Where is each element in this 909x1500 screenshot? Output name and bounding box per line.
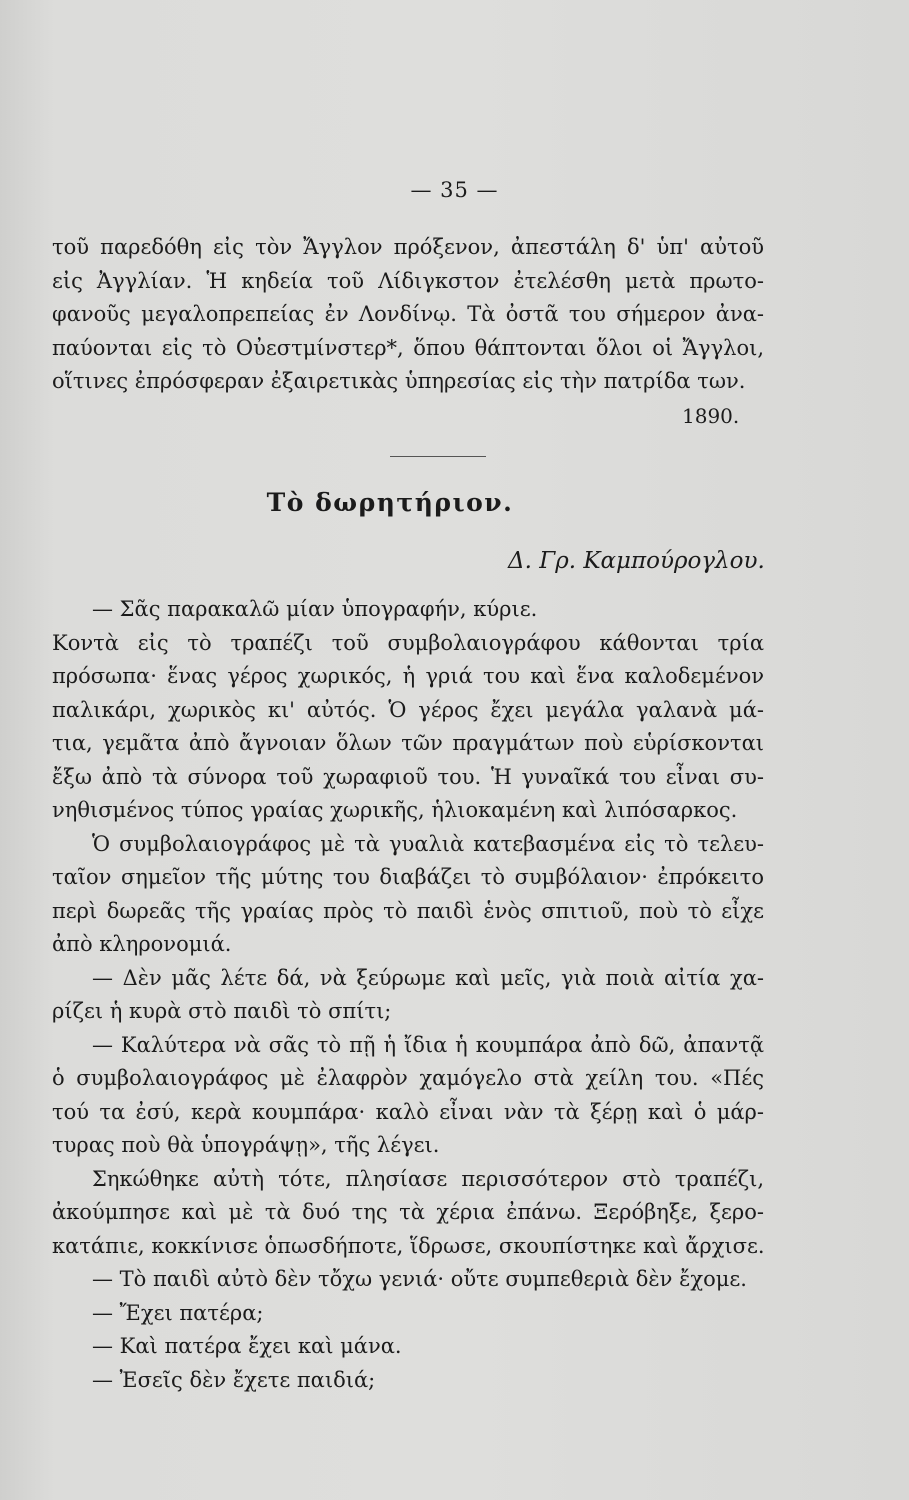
text-line: ἀκούμπησε καὶ μὲ τὰ δυό της τὰ χέρια ἐπάνω. Ξερόβηξε, ξερο-	[52, 1200, 764, 1224]
page-number: — 35 —	[410, 178, 499, 202]
text-line: πρόσωπα· ἕνας γέρος χωρικός, ἡ γριά του καὶ ἕνα καλοδεμένον	[52, 664, 764, 688]
text-line: παλικάρι, χωρικὸς κι' αὐτός. Ὁ γέρος ἔχει μεγάλα γαλανὰ μά-	[52, 698, 764, 722]
text-line: τού τα ἐσύ, κερὰ κουμπάρα· καλὸ εἶναι νὰν τὰ ξέρῃ καὶ ὁ μάρ-	[52, 1100, 764, 1124]
text-line: τοῦ παρεδόθη εἰς τὸν Ἄγγλον πρόξενον, ἀπεστάλη δ' ὑπ' αὐτοῦ	[52, 235, 764, 259]
section-divider	[390, 456, 486, 457]
text-line: ὁ συμβολαιογράφος μὲ ἐλαφρὸν χαμόγελο στὰ χείλη του. «Πές	[52, 1066, 764, 1090]
text-line: φανοῦς μεγαλοπρεπείας ἐν Λονδίνῳ. Τὰ ὀστᾶ του σήμερον ἀνα-	[52, 302, 764, 326]
text-line: εἰς Ἀγγλίαν. Ἡ κηδεία τοῦ Λίδιγκστον ἐτελέσθη μετὰ πρωτο-	[52, 269, 764, 293]
text-line: Ὁ συμβολαιογράφος μὲ τὰ γυαλιὰ κατεβασμένα εἰς τὸ τελευ-	[92, 832, 764, 856]
text-line: Σηκώθηκε αὐτὴ τότε, πλησίασε περισσότερον στὸ τραπέζι,	[92, 1167, 764, 1191]
text-line: ἀπὸ κληρονομιά.	[52, 932, 232, 956]
text-line: ἔξω ἀπὸ τὰ σύνορα τοῦ χωραφιοῦ του. Ἡ γυναῖκά του εἶναι συ-	[52, 765, 764, 789]
text-line: κατάπιε, κοκκίνισε ὁπωσδήποτε, ἵδρωσε, σκουπίστηκε καὶ ἄρχισε.	[52, 1234, 765, 1258]
text-line: — Τὸ παιδὶ αὐτὸ δὲν τὄχω γενιά· οὔτε συμπεθεριὰ δὲν ἔχομε.	[92, 1267, 747, 1291]
text-line: ταῖον σημεῖον τῆς μύτης του διαβάζει τὸ συμβόλαιον· ἐπρόκειτο	[52, 865, 764, 889]
text-line: Κοντὰ εἰς τὸ τραπέζι τοῦ συμβολαιογράφου κάθονται τρία	[52, 631, 764, 655]
text-line: — Σᾶς παρακαλῶ μίαν ὑπογραφήν, κύριε.	[92, 597, 538, 621]
text-line: περὶ δωρεᾶς τῆς γραίας πρὸς τὸ παιδὶ ἑνὸς σπιτιοῦ, ποὺ τὸ εἶχε	[52, 899, 764, 923]
text-line: τια, γεμᾶτα ἀπὸ ἄγνοιαν ὅλων τῶν πραγμάτων ποὺ εὑρίσκονται	[52, 731, 764, 755]
author-name: Δ. Γρ. Καμπούρογλου.	[508, 548, 765, 574]
story-title: Τὸ δωρητήριον.	[266, 488, 514, 517]
text-line: τυρας ποὺ θὰ ὑπογράψῃ», τῆς λέγει.	[52, 1133, 440, 1157]
text-line: παύονται εἰς τὸ Οὐεστμίνστερ*, ὅπου θάπτονται ὅλοι οἱ Ἄγγλοι,	[52, 336, 764, 360]
text-line: ρίζει ἡ κυρὰ στὸ παιδὶ τὸ σπίτι;	[52, 999, 392, 1023]
text-line: — Δὲν μᾶς λέτε δά, νὰ ξεύρωμε καὶ μεῖς, γιὰ ποιὰ αἰτία χα-	[92, 966, 764, 990]
text-line: — Ἐσεῖς δὲν ἔχετε παιδιά;	[92, 1368, 376, 1392]
text-line: — Καλύτερα νὰ σᾶς τὸ πῇ ἡ ἴδια ἡ κουμπάρα ἀπὸ δῶ, ἀπαντᾷ	[92, 1033, 764, 1057]
date-signature: 1890.	[682, 404, 740, 428]
text-line: νηθισμένος τύπος γραίας χωρικῆς, ἡλιοκαμένη καὶ λιπόσαρκος.	[52, 798, 738, 822]
text-line: — Ἔχει πατέρα;	[92, 1301, 264, 1325]
text-line: οἵτινες ἐπρόσφεραν ἐξαιρετικὰς ὑπηρεσίας εἰς τὴν πατρίδα των.	[52, 369, 746, 393]
text-line: — Καὶ πατέρα ἔχει καὶ μάνα.	[92, 1334, 402, 1358]
